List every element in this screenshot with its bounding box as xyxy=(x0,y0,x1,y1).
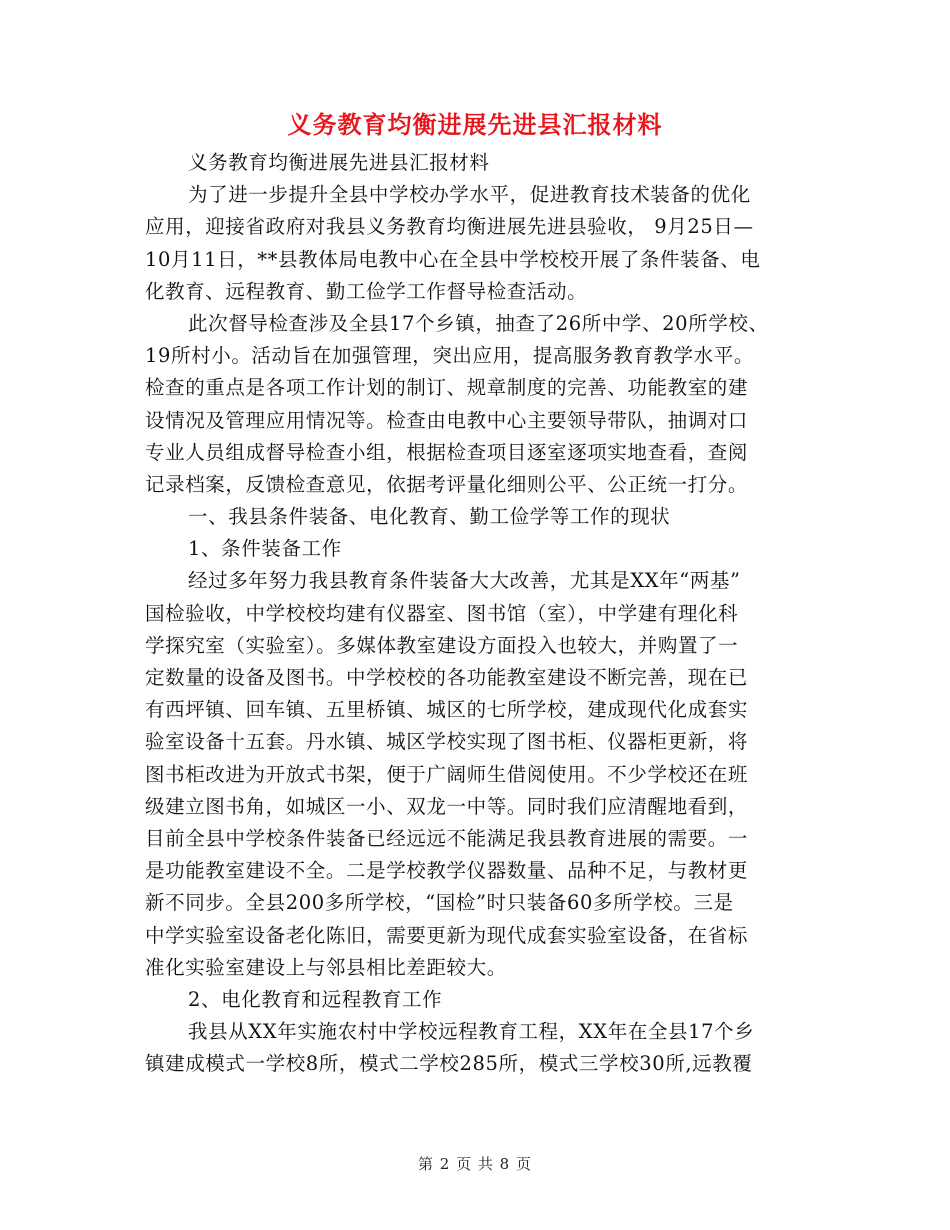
paragraph-line: 定数量的设备及图书。中学校校的各功能教室建设不断完善，现在已 xyxy=(145,666,749,689)
paragraph-line: 目前全县中学校条件装备已经远远不能满足我县教育进展的需要。一 xyxy=(145,826,749,850)
paragraph-line: 10月11日，**县教体局电教中心在全县中学校校开展了条件装备、电 xyxy=(145,247,761,271)
paragraph-line: 专业人员组成督导检查小组，根据检查项目逐室逐项实地查看，查阅 xyxy=(145,440,749,464)
document-title: 义务教育均衡进展先进县汇报材料 xyxy=(287,110,663,139)
subtitle-line: 义务教育均衡进展先进县汇报材料 xyxy=(188,151,490,174)
paragraph-line: 验室设备十五套。丹水镇、城区学校实现了图书柜、仪器柜更新，将 xyxy=(145,730,749,754)
subsection-heading: 2、电化教育和远程教育工作 xyxy=(188,987,443,1011)
paragraph-line: 此次督导检查涉及全县17个乡镇，抽查了26所中学、20所学校、 xyxy=(188,311,769,335)
paragraph-line: 应用，迎接省政府对我县义务教育均衡进展先进县验收， 9月25日— xyxy=(145,215,754,239)
paragraph-line: 是功能教室建设不全。二是学校教学仪器数量、品种不足，与教材更 xyxy=(145,859,749,883)
paragraph-line: 19所村小。活动旨在加强管理，突出应用，提高服务教育教学水平。 xyxy=(145,344,754,368)
section-heading: 一、我县条件装备、电化教育、勤工俭学等工作的现状 xyxy=(188,505,671,529)
paragraph-line: 有西坪镇、回车镇、五里桥镇、城区的七所学校，建成现代化成套实 xyxy=(145,698,749,722)
paragraph-line: 设情况及管理应用情况等。检查由电教中心主要领导带队，抽调对口 xyxy=(145,408,749,432)
paragraph-line: 国检验收，中学校校均建有仪器室、图书馆（室），中学建有理化科 xyxy=(145,601,739,625)
paragraph-line: 中学实验室设备老化陈旧，需要更新为现代成套实验室设备，在省标 xyxy=(145,923,749,947)
paragraph-line: 新不同步。全县200多所学校，“国检”时只装备60多所学校。三是 xyxy=(145,891,734,915)
paragraph-line: 镇建成模式一学校8所，模式二学校285所，模式三学校30所,远教覆 xyxy=(145,1052,753,1076)
paragraph-line: 检查的重点是各项工作计划的制订、规章制度的完善、功能教室的建 xyxy=(145,376,749,400)
document-body xyxy=(145,147,810,1080)
paragraph-line: 化教育、远程教育、勤工俭学工作督导检查活动。 xyxy=(145,279,588,303)
paragraph-line: 学探究室（实验室）。多媒体教室建设方面投入也较大，并购置了一 xyxy=(145,633,739,657)
paragraph-line: 级建立图书角，如城区一小、双龙一中等。同时我们应清醒地看到， xyxy=(145,794,749,818)
subsection-heading: 1、条件装备工作 xyxy=(188,537,342,561)
paragraph-line: 经过多年努力我县教育条件装备大大改善，尤其是XX年“两基” xyxy=(188,569,741,593)
paragraph-line: 记录档案，反馈检查意见，依据考评量化细则公平、公正统一打分。 xyxy=(145,472,749,496)
paragraph-line: 准化实验室建设上与邻县相比差距较大。 xyxy=(145,955,507,979)
page-number-footer: 第 2 页 共 8 页 xyxy=(418,1155,532,1173)
paragraph-line: 我县从XX年实施农村中学校远程教育工程，XX年在全县17个乡 xyxy=(188,1020,755,1044)
paragraph-line: 图书柜改进为开放式书架，便于广阔师生借阅使用。不少学校还在班 xyxy=(145,762,749,786)
paragraph-line: 为了进一步提升全县中学校办学水平，促进教育技术装备的优化 xyxy=(188,183,751,207)
